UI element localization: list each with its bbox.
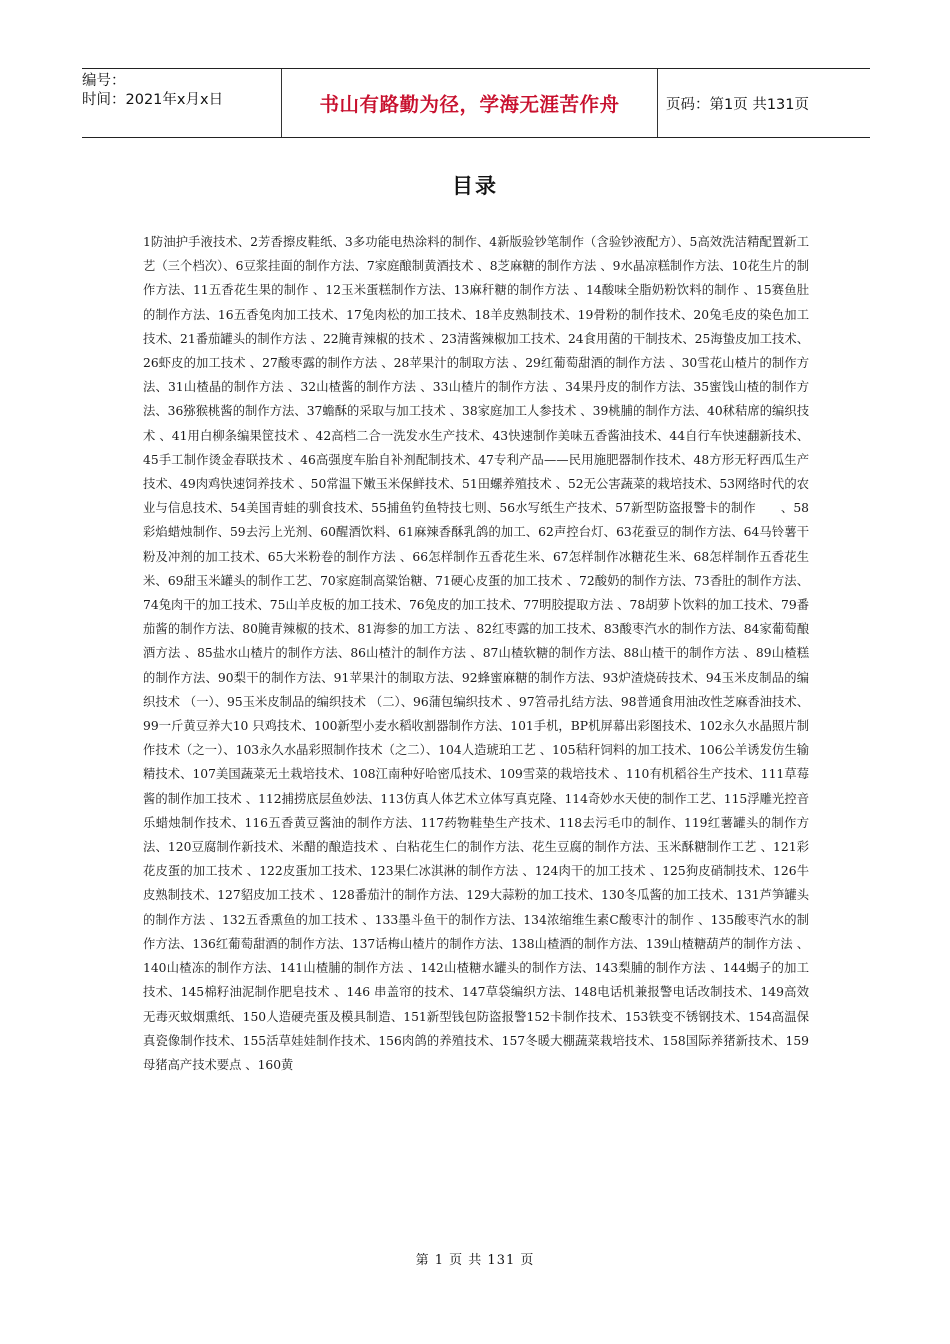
header-page-cell — [658, 69, 870, 137]
header-motto-cell — [282, 69, 658, 137]
table-of-contents: 1防油护手液技术、2芳香擦皮鞋纸、3多功能电热涂料的制作、4新版验钞笔制作（含验钞液配方）、5高效洗洁精配置新工艺（三个档次）、6豆浆挂面的制作方法、7家庭酿制黄酒技术 、8芝麻糖的制作方法 、9水晶凉糕制作方法、10花生片的制作方法、11五香花生果的制作 、12玉米蛋糕制作方法、13麻秆糖的制作方法 、14酸味全脂奶粉饮料的制作 、15赛鱼肚的制作方法、16五香兔肉加工技术、17兔肉松的加工技术、18羊皮熟制技术、19骨粉的制作技术、20兔毛皮的染色加工技术、21番茄罐头的制作方法 、22腌青辣椒的技术 、23清酱辣椒加工技术、24食用菌的干制技术、25海蛰皮加工技术、26虾皮的加工技术 、27酸枣露的制作方法 、28苹果汁的制取方法 、29红葡萄甜酒的制作方法 、30雪花山楂片的制作方法、31山楂晶的制作方法 、32山楂酱的制作方法 、33山楂片的制作方法 、34果丹皮的制作方法、35蜜饯山楂的制作方法、36猕猴桃酱的制作方法、37蟾酥的采取与加工技术 、38家庭加工人参技术 、39桃脯的制作方法、40秫秸席的编织技术 、41用白柳条编果筐技术 、42高档二合一洗发水生产技术、43快速制作美味五香酱油技术、44自行车快速翻新技术、45手工制作烫金春联技术 、46高强度车胎自补剂配制技术、47专利产品——民用施肥器制作技术、48方形无籽西瓜生产技术、49肉鸡快速饲养技术 、50常温下嫩玉米保鲜技术、51田螺养殖技术 、52无公害蔬菜的栽培技术、53网络时代的农业与信息技术、54美国青蛙的驯食技术、55捕鱼钓鱼特技七则、56水写纸生产技术、57新型防盗报警卡的制作 、58彩焰蜡烛制作、59去污上光剂、60醒酒饮料、61麻辣香酥乳鸽的加工、62声控台灯、63花蚕豆的制作方法、64马铃薯干粉及冲剂的加工技术、65大米粉卷的制作方法 、66怎样制作五香花生米、67怎样制作冰糖花生米、68怎样制作五香花生米、69甜玉米罐头的制作工艺、70家庭制高粱饴糖、71硬心皮蛋的加工技术 、72酸奶的制作方法、73香肚的制作方法、74兔肉干的加工技术、75山羊皮板的加工技术、76兔皮的加工技术、77明胶提取方法 、78胡萝卜饮料的加工技术、79番茄酱的制作方法、80腌青辣椒的技术、81海参的加工方法 、82红枣露的加工技术、83酸枣汽水的制作方法、84家葡萄酿酒方法 、85盐水山楂片的制作方法、86山楂汁的制作方法 、87山楂软糖的制作方法、88山楂干的制作方法 、89山楂糕的制作方法、90梨干的制作方法、91苹果汁的制取方法、92蜂蜜麻糖的制作方法、93炉渣烧砖技术、94玉米皮制品的编织技术 （一）、95玉米皮制品的编织技术 （二）、96蒲包编织技术 、97笤帚扎结方法、98普通食用油改性芝麻香油技术、99一斤黄豆养大10 只鸡技术、100新型小麦水稻收割器制作方法、101手机，BP机屏幕出彩图技术、102永久水晶照片制作技术（之一）、103永久水晶彩照制作技术（之二）、104人造琥珀工艺 、105秸秆饲料的加工技术、106公羊诱发仿生输精技术、107美国蔬菜无土栽培技术、108江南种好哈密瓜技术、109雪菜的栽培技术 、110有机稻谷生产技术、111草莓酱的制作加工技术 、112捕捞底层鱼妙法、113仿真人体艺术立体写真克隆、114奇妙水天使的制作工艺、115浮雕光控音乐蜡烛制作技术、116五香黄豆酱油的制作方法、117药物鞋垫生产技术、118去污毛巾的制作、119红薯罐头的制作方法、120豆腐制作新技术、米醋的酿造技术 、白粘花生仁的制作方法、花生豆腐的制作方法、玉米酥糖制作工艺 、121彩花皮蛋的加工技术 、122皮蛋加工技术、123果仁冰淇淋的制作方法 、124肉干的加工技术 、125狗皮硝制技术、126牛皮熟制技术、127貂皮加工技术 、128番茄汁的制作方法、129大蒜粉的加工技术、130冬瓜酱的加工技术、131芦笋罐头的制作方法 、132五香熏鱼的加工技术 、133墨斗鱼干的制作方法、134浓缩维生素C酸枣汁的制作 、135酸枣汽水的制作方法、136红葡萄甜酒的制作方法、137话梅山楂片的制作方法、138山楂酒的制作方法、139山楂糖葫芦的制作方法 、140山楂冻的制作方法、141山楂脯的制作方法 、142山楂糖水罐头的制作方法、143梨脯的制作方法 、144蝎子的加工技术、145棉籽油泥制作肥皂技术 、146 串盖帘的技术、147草袋编织方法、148电话机兼报警电话改制技术、149高效无毒灭蚊烟熏纸、150人造硬壳蛋及模具制造、151新型钱包防盗报警152卡制作技术、153铁变不锈钢技术、154高温保真瓷像制作技术、155活草娃娃制作技术、156肉鸽的养殖技术、157冬暖大棚蔬菜栽培技术、158国际养猪新技术、159母猪高产技术要点 、160黄 — [143, 235, 809, 1072]
header-page-info: 页码：第1页 共131页 — [666, 96, 810, 113]
document-number-label: 编号： — [82, 73, 126, 89]
page-header — [82, 68, 870, 138]
page-footer: 第 1 页 共 131 页 — [415, 1253, 535, 1268]
header-motto: 书山有路勤为径，学海无涯苦作舟 — [319, 93, 620, 116]
header-meta-cell — [82, 69, 282, 137]
document-date: 时间：2021年x月x日 — [82, 92, 224, 108]
page-title: 目录 — [452, 173, 498, 198]
